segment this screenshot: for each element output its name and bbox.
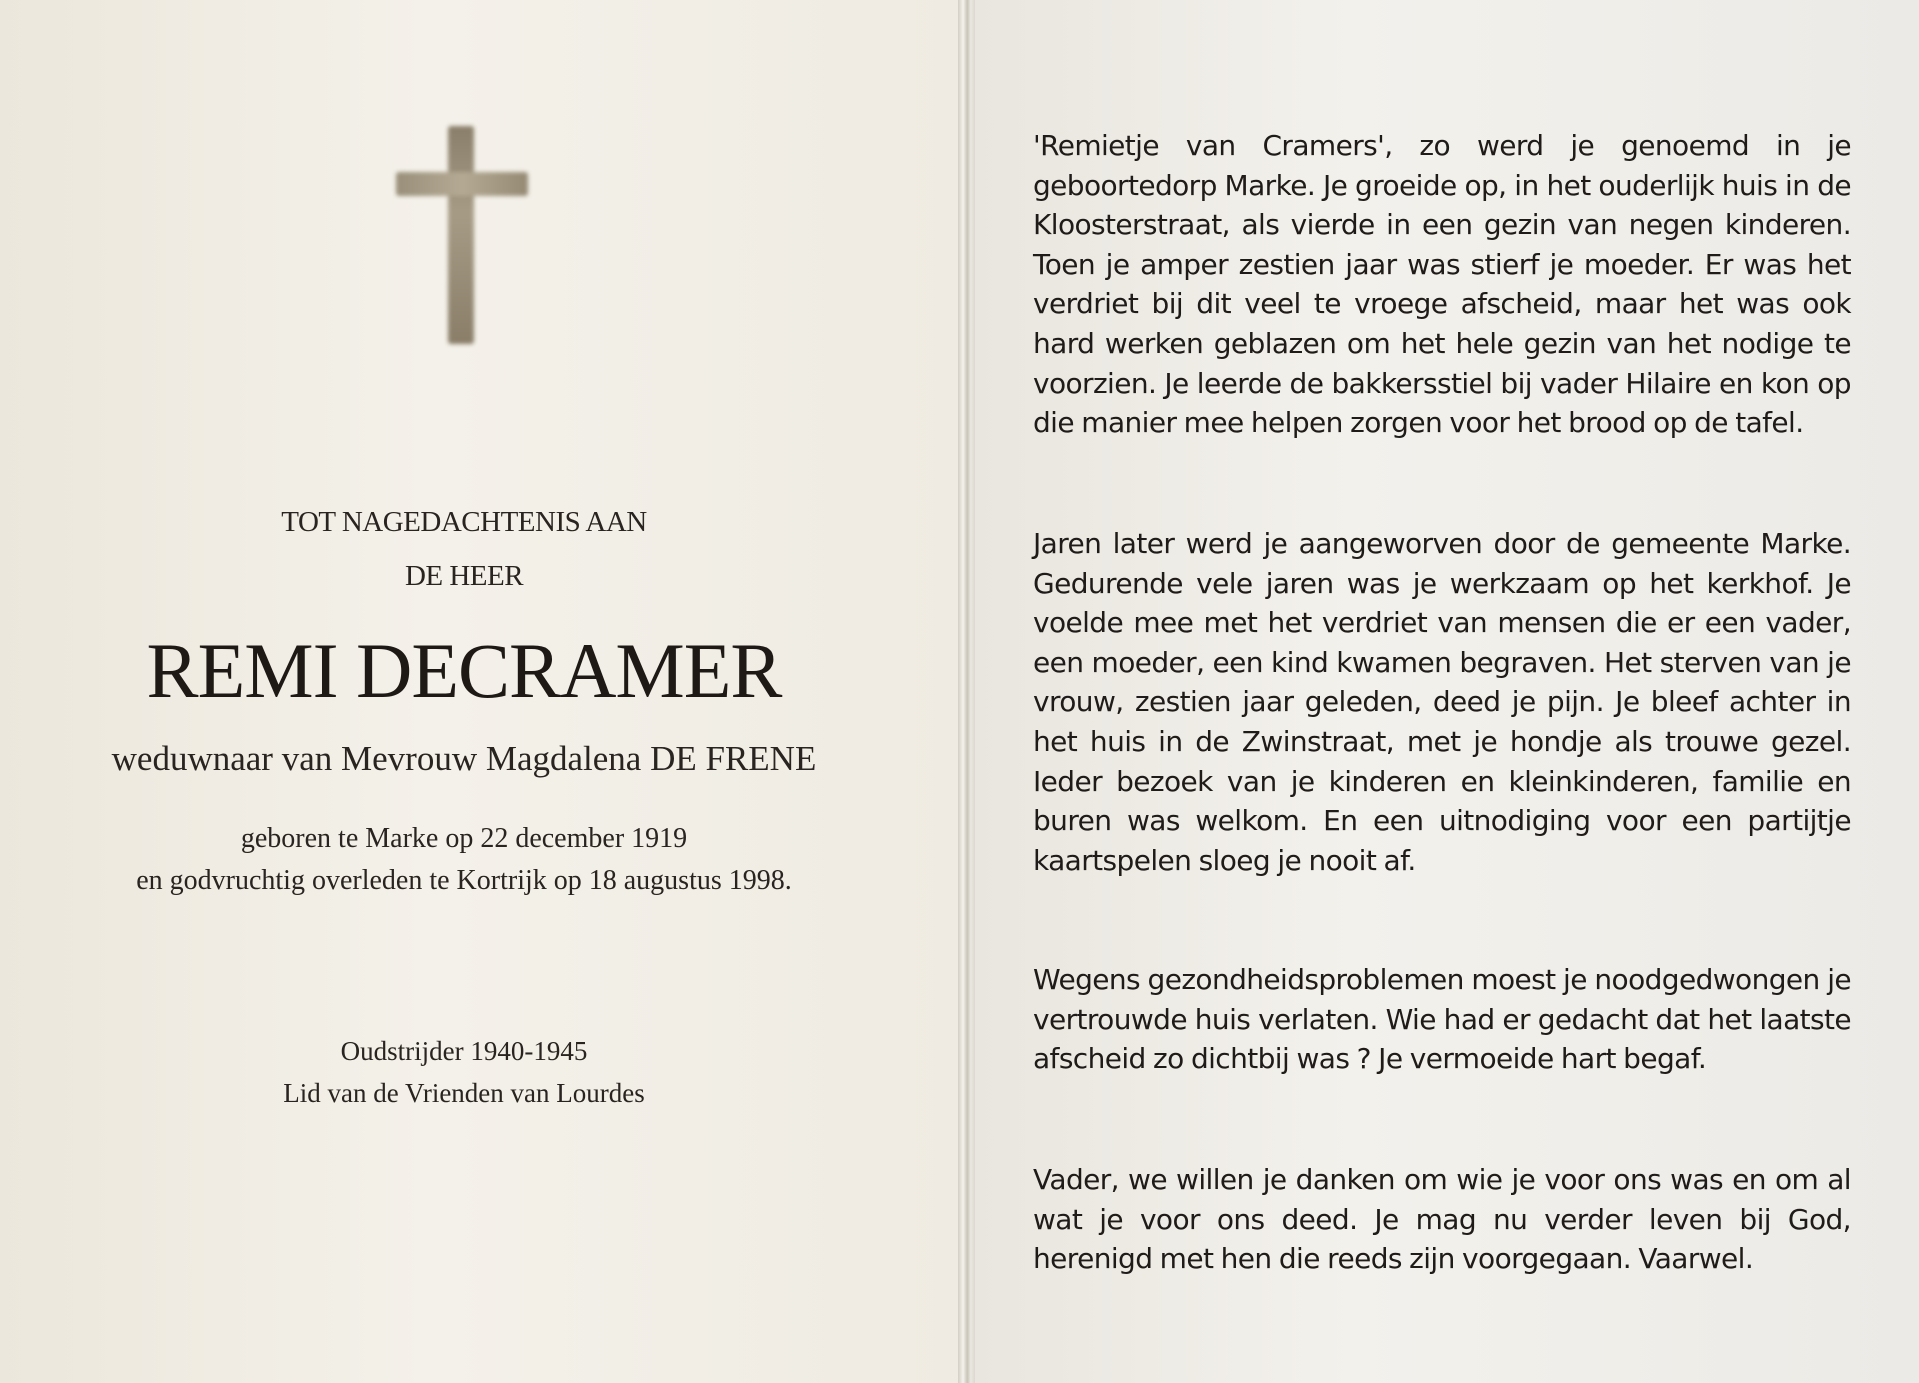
paragraph-1-block bbox=[1033, 126, 1851, 443]
paragraph-3-block bbox=[1033, 960, 1851, 1079]
deceased-name: REMI DECRAMER bbox=[146, 627, 782, 714]
birth-line: geboren te Marke op 22 december 1919 bbox=[240, 823, 688, 854]
paragraph-4: Vader, we willen je danken om wie je voor ons was en om al wat je voor ons deed. Je mag nu verder leven bij God, herenigd met hen die reeds zijn voorgegaan. Vaarwel. bbox=[1033, 1163, 1851, 1276]
paragraph-1: 'Remietje van Cramers', zo werd je genoemd in je geboortedorp Marke. Je groeide op, in het ouderlijk huis in de Kloosterstraat, als vierde in een gezin van negen kinderen. Toen je amper zestien jaar was stierf je moeder. Er was het verdriet bij dit veel te vroege afscheid, maar het was ook hard werken geblazen om het hele gezin van het nodige te voorzien. Je leerde de bakkersstiel bij vader Hilaire en kon op die manier mee helpen zorgen voor het brood op de tafel. bbox=[1033, 129, 1851, 440]
paragraph-2: Jaren later werd je aangeworven door de gemeente Marke. Gedurende vele jaren was je werkzaam op het kerkhof. Je voelde mee met het verdriet van mensen die er een vader, een moeder, een kind kwamen begraven. Het sterven van je vrouw, zestien jaar geleden, deed je pijn. Je bleef achter in het huis in de Zwinstraat, met je hondje als trouwe gezel. Ieder bezoek van je kinderen en kleinkinderen, familie en buren was welkom. En een uitnodiging voor een partijtje kaartspelen sloeg je nooit af. bbox=[1033, 527, 1851, 877]
cross-vertical-beam bbox=[448, 126, 474, 344]
cross-icon bbox=[392, 122, 532, 348]
paragraph-4-block bbox=[1033, 1160, 1851, 1279]
death-line: en godvruchtig overleden te Kortrijk op 18 augustus 1998. bbox=[136, 865, 792, 896]
intro-line-2: DE HEER bbox=[404, 560, 524, 592]
veteran-line: Oudstrijder 1940-1945 bbox=[340, 1036, 588, 1066]
widower-line: weduwnaar van Mevrouw Magdalena DE FRENE bbox=[111, 739, 817, 778]
left-page bbox=[0, 0, 958, 1383]
intro-line-1: TOT NAGEDACHTENIS AAN bbox=[281, 506, 647, 538]
card-fold bbox=[958, 0, 975, 1383]
cross-horizontal-beam bbox=[396, 172, 528, 196]
paragraph-2-block bbox=[1033, 524, 1851, 880]
member-line: Lid van de Vrienden van Lourdes bbox=[283, 1078, 645, 1108]
paragraph-3: Wegens gezondheidsproblemen moest je noodgedwongen je vertrouwde huis verlaten. Wie had er gedacht dat het laatste afscheid zo dichtbij was ? Je vermoeide hart begaf. bbox=[1033, 963, 1851, 1076]
